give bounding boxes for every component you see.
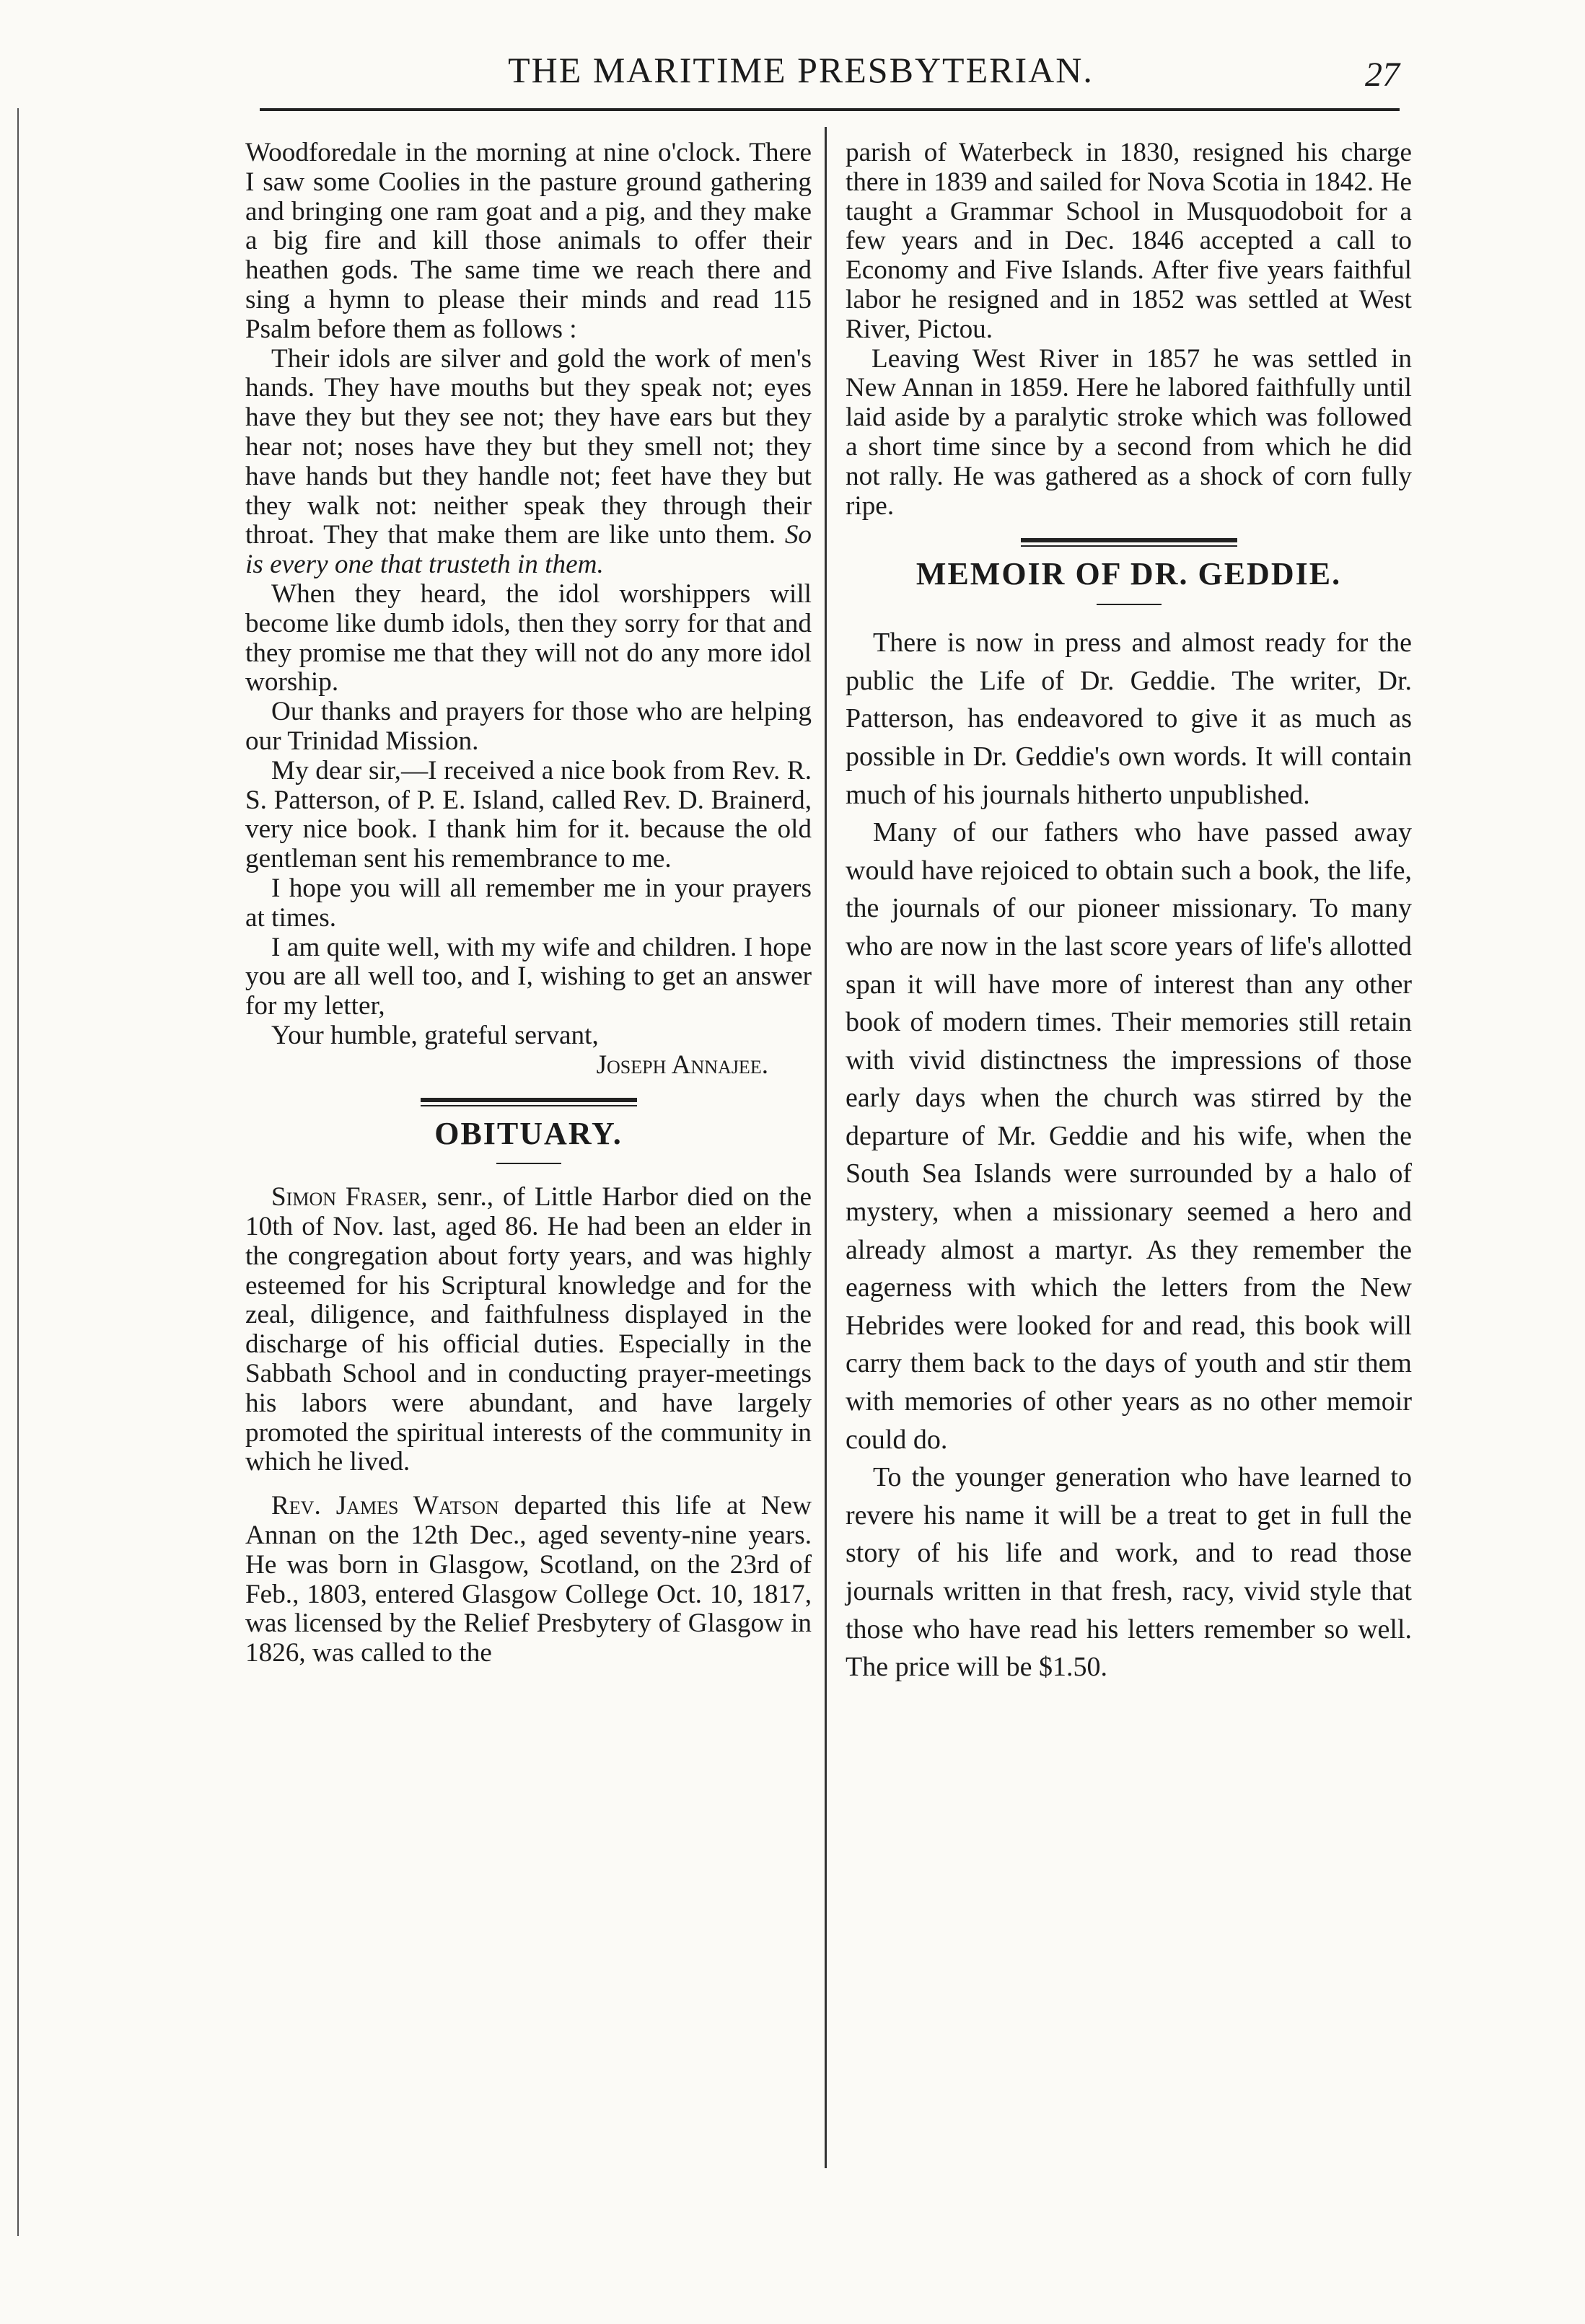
- memoir-paragraph-fathers: Many of our fathers who have passed away would have rejoiced to obtain such a book, the life, the journals of our pioneer missionary. To many who are now in the last score years of life's allotted span it will have more of interest than any other book of modern times. Their memories still retain with vivid distinctness the impressions of those early days when the church was stirred by the departure of Mr. Geddie and his wife, when the South Sea Islands were surrounded by a halo of mystery, when a missionary seemed a hero and already almost a martyr. As they remember the eagerness with which the letters from the New Hebrides were looked for and read, this book will carry them back to the days of youth and stir them with memories of other years as no other memoir could do.: [846, 817, 1412, 1455]
- memoir-paragraph-younger: To the younger generation who have learned to revere his name it will be a treat to get in full the story of his life and work, and to read those journals written in that fresh, racy, vivid style that those who have read his letters remember so well. The price will be $1.50.: [846, 1462, 1412, 1683]
- letter-paragraph-prayers: I hope you will all remember me in your prayers at times.: [245, 873, 812, 933]
- obituary-fraser-name: Simon Fraser,: [271, 1182, 428, 1212]
- letter-paragraph-thanks: Our thanks and prayers for those who are helping our Trinidad Mission.: [245, 697, 812, 756]
- obituary-watson-name: Rev. James Watson: [271, 1491, 499, 1521]
- letter-paragraph-result: When they heard, the idol worshippers will become like dumb idols, then they sorry for that and they promise me that they will not do any more idol worship.: [245, 578, 812, 697]
- memoir-paragraph-press: There is now in press and almost ready for the public the Life of Dr. Geddie. The writer, Dr. Patterson, has endeavored to give it as much as possible in Dr. Geddie's own words. It will contain much of his journals hitherto unpublished.: [846, 628, 1412, 810]
- running-title: THE MARITIME PRESBYTERIAN.: [508, 50, 1094, 90]
- obituary-heading-rule: [496, 1163, 561, 1164]
- obituary-fraser-text: senr., of Little Harbor died on the 10th of Nov. last, aged 86. He had been an elder in the congregation about forty years, and was highly esteemed for his Scriptural knowledge and for the zeal, diligence, and faithfulness displayed in the discharge of his official duties. Especially in the Sabbath School and in conducting prayer-meetings his labors were abundant, and have largely promoted the spiritual interests of the community in which he lived.: [245, 1182, 812, 1477]
- letter-psalm-quote: [245, 345, 812, 580]
- obituary-watson-text: departed this life at New Annan on the 12th Dec., aged seventy-nine years. He was born in Glasgow, Scotland, on the 23rd of Feb., 1803, entered Glasgow College Oct. 10, 1817, was licensed by the Relief Presbytery of Glasgow in 1826, was called to the: [245, 1491, 812, 1668]
- letter-closing: Your humble, grateful servant,: [271, 1020, 599, 1050]
- memoir-body: [846, 624, 1412, 1686]
- obituary-watson-later: Leaving West River in 1857 he was settled in New Annan in 1859. Here he labored faithfully until laid aside by a paralytic stroke which was followed a short time since by a second from which he did not rally. He was gathered as a shock of corn fully ripe.: [846, 343, 1412, 521]
- section-divider-memoir: [1021, 538, 1237, 547]
- left-column: [245, 138, 812, 1668]
- memoir-heading-rule: [1097, 604, 1162, 605]
- letter-paragraph-book: My dear sir,—I received a nice book from Rev. R. S. Patterson, of P. E. Island, called Rev. D. Brainerd, very nice book. I thank him for it. because the old gentleman sent his remembrance to me.: [245, 755, 812, 874]
- header-rule: [260, 108, 1400, 111]
- right-column: [846, 138, 1412, 1686]
- letter-paragraph-intro: Woodforedale in the morning at nine o'clock. There I saw some Coolies in the pasture ground gathering and bringing one ram goat and a pig, and they make a big fire and kill those animals to offer their heathen gods. The same time we reach there and sing a hymn to please their minds and read 115 Psalm before them as follows :: [245, 138, 812, 344]
- obituary-heading: OBITUARY.: [434, 1115, 623, 1151]
- letter-psalm-quote-italic: So is every one that trusteth in them.: [245, 520, 812, 580]
- letter-signature: Joseph Annajee.: [596, 1049, 768, 1080]
- obituary-fraser: [245, 1183, 812, 1477]
- column-divider: [825, 127, 827, 2168]
- page-header: [260, 45, 1400, 110]
- memoir-heading: MEMOIR OF DR. GEDDIE.: [916, 556, 1342, 592]
- page-number: 27: [1365, 56, 1400, 94]
- section-divider-obituary: [421, 1098, 637, 1106]
- obituary-watson: [245, 1492, 812, 1668]
- obituary-watson-continued: parish of Waterbeck in 1830, resigned his charge there in 1839 and sailed for Nova Scotia in 1842. He taught a Grammar School in Musquodoboit for a few years and in Dec. 1846 accepted a call to Economy and Five Islands. After five years faithful labor he resigned and in 1852 was settled at West River, Pictou.: [846, 138, 1412, 344]
- binding-edge-rule: [17, 108, 19, 2236]
- letter-psalm-quote-text: Their idols are silver and gold the work of men's hands. They have mouths but they speak not; eyes have they but they see not; they have ears but they hear not; noses have they but they smell not; they have hands but they handle not; feet have they but they walk not: neither speak they through their throat. They that make them are like unto them.: [245, 343, 812, 550]
- letter-paragraph-health: I am quite well, with my wife and children. I hope you are all well too, and I, wishing to get an answer for my letter,: [245, 932, 812, 1021]
